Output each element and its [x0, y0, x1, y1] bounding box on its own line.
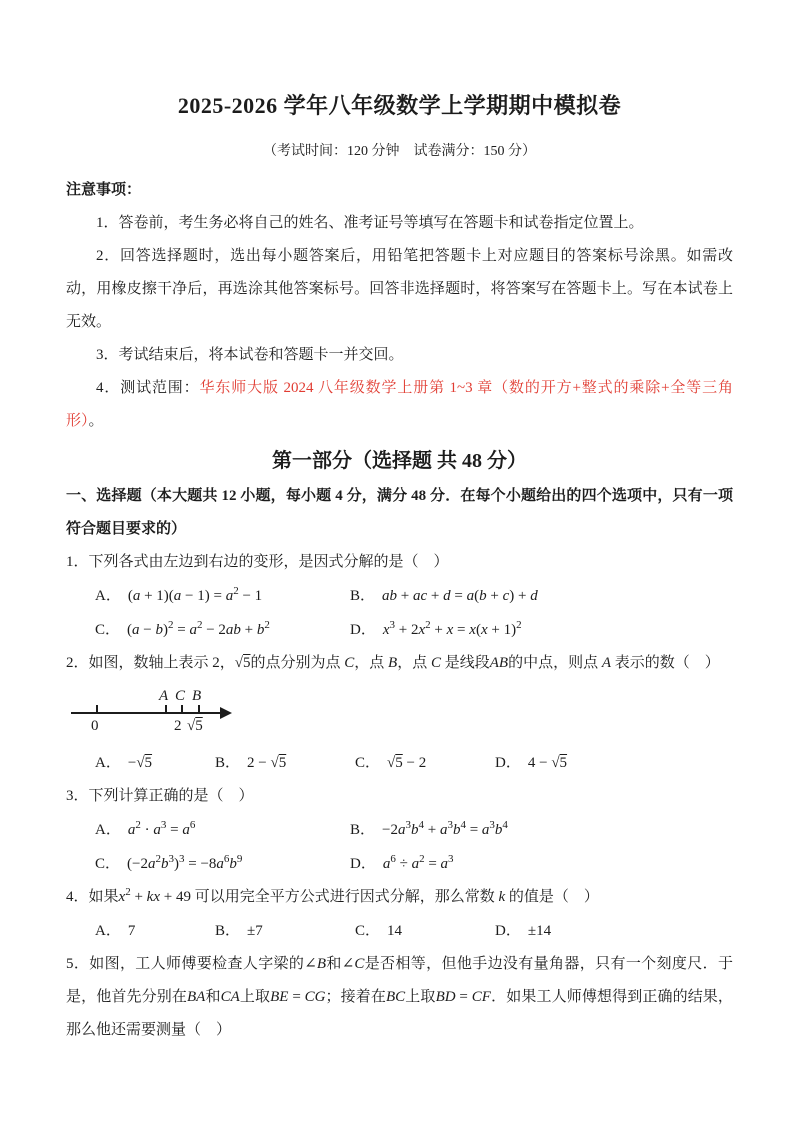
option-formula: 2 − √5 — [247, 755, 287, 771]
question-2 — [66, 647, 733, 780]
numberline-point-a-label: A — [159, 688, 169, 704]
exam-time-score-info: （考试时间：120 分钟 试卷满分：150 分） — [263, 144, 536, 159]
notice-item-4-prefix: 4．测试范围： — [96, 380, 200, 396]
question-2-options — [95, 746, 733, 780]
question-1-option-b — [350, 579, 733, 613]
multiple-choice-instructions: 一、选择题（本大题共 12 小题，每小题 4 分，满分 48 分．在每个小题给出的四个选项中，只有一项符合题目要求的） — [66, 488, 733, 537]
option-formula: $a^6 \div a^2 = a^3$ — [382, 853, 454, 872]
option-formula: $(-2a^2b^3)^3 = -8a^6b^9$ — [127, 853, 243, 872]
option-formula: $(a + 1)(a - 1) = a^2 - 1$ — [127, 585, 263, 604]
notice-item-4 — [66, 372, 733, 438]
numberline-tick-b — [198, 705, 200, 713]
question-5-stem: 5．如图，工人师傅要检查人字梁的∠B和∠C是否相等，但他手边没有量角器，只有一个刻度尺．于是，他首先分别在BA和CA上取BE = CG；接着在BC上取BD = CF．如果工人师傅想得到正确的结果，那么他还需要测量（ ） — [66, 956, 733, 1038]
option-formula: $x^3 + 2x^2 + x = x(x + 1)^2$ — [382, 619, 522, 638]
notice-item-3: 3．考试结束后，将本试卷和答题卡一并交回。 — [96, 347, 404, 363]
question-3-option-d — [350, 847, 733, 881]
question-3-stem: 3．下列计算正确的是（ ） — [66, 788, 254, 804]
option-formula: √5 − 2 — [387, 755, 427, 771]
option-formula: ±7 — [247, 923, 263, 939]
option-formula: 14 — [387, 923, 403, 939]
question-3-options — [95, 813, 733, 881]
question-4-option-a — [95, 914, 215, 948]
numberline-label-two: 2 — [174, 718, 182, 734]
question-1-options — [95, 579, 733, 647]
question-4-option-d — [495, 914, 733, 948]
option-formula: 4 − √5 — [527, 755, 568, 771]
question-4-option-b — [215, 914, 355, 948]
question-2-numberline-figure — [71, 684, 321, 740]
page-title: 2025-2026 学年八年级数学上学期期中模拟卷 — [177, 93, 622, 118]
option-label: C． — [95, 622, 121, 638]
option-label: A． — [95, 822, 121, 838]
question-5 — [66, 948, 733, 1047]
question-4-options — [95, 914, 733, 948]
option-label: B． — [215, 755, 241, 771]
numberline-tick-a — [165, 705, 167, 713]
option-label: B． — [350, 822, 376, 838]
numberline-label-zero: 0 — [91, 718, 99, 734]
option-formula: $a^2 \cdot a^3 = a^6$ — [127, 819, 196, 838]
question-1-option-c — [95, 613, 350, 647]
question-2-option-d — [495, 746, 733, 780]
question-2-option-a — [95, 746, 215, 780]
question-4 — [66, 881, 733, 948]
option-label: A． — [95, 755, 121, 771]
question-4-stem: 4．如果$x^2$ + kx + 49 可以用完全平方公式进行因式分解，那么常数 k 的值是（ ） — [66, 886, 599, 905]
notice-item-4-suffix: 。 — [88, 413, 104, 429]
notice-heading: 注意事项： — [66, 182, 142, 198]
question-1-stem: 1．下列各式由左边到右边的变形，是因式分解的是（ ） — [66, 554, 449, 570]
option-label: B． — [350, 588, 376, 604]
option-formula: −√5 — [127, 755, 153, 771]
numberline-label-sqrt5: √5 — [187, 718, 203, 734]
question-3-option-b — [350, 813, 733, 847]
option-label: B． — [215, 923, 241, 939]
option-formula: $(a - b)^2 = a^2 - 2ab + b^2$ — [127, 619, 270, 638]
section-one-heading: 第一部分（选择题 共 48 分） — [272, 450, 527, 472]
option-label: A． — [95, 588, 121, 604]
question-1 — [66, 546, 733, 647]
question-2-stem: 2．如图，数轴上表示 2，√5的点分别为点 C，点 B，点 C 是线段AB的中点，则点 A 表示的数（ ） — [66, 655, 720, 671]
option-label: C． — [355, 923, 381, 939]
question-2-option-b — [215, 746, 355, 780]
option-formula: $-2a^3b^4 + a^3b^4 = a^3b^4$ — [382, 819, 508, 838]
option-formula: ab + ac + d = a(b + c) + d — [382, 588, 538, 604]
option-label: D． — [495, 923, 521, 939]
option-label: D． — [350, 856, 376, 872]
numberline-point-c-label: C — [175, 688, 186, 704]
question-2-option-c — [355, 746, 495, 780]
numberline-tick-zero — [96, 705, 98, 713]
numberline-tick-c — [181, 705, 183, 713]
notice-item-4-scope-highlight: 华东师大版 2024 八年级数学上册第 1~3 章（数的开方+整式的乘除+全等三角形） — [66, 380, 733, 429]
numberline-arrowhead-icon — [220, 707, 232, 719]
option-formula: 7 — [127, 923, 136, 939]
option-label: D． — [350, 622, 376, 638]
option-label: D． — [495, 755, 521, 771]
question-3-option-c — [95, 847, 350, 881]
notice-item-1: 1．答卷前，考生务必将自己的姓名、准考证号等填写在答题卡和试卷指定位置上。 — [96, 215, 644, 231]
question-3-option-a — [95, 813, 350, 847]
question-4-option-c — [355, 914, 495, 948]
option-label: C． — [355, 755, 381, 771]
question-3 — [66, 780, 733, 881]
question-1-option-a — [95, 579, 350, 613]
notice-item-2: 2．回答选择题时，选出每小题答案后，用铅笔把答题卡上对应题目的答案标号涂黑。如需改动，用橡皮擦干净后，再选涂其他答案标号。回答非选择题时，将答案写在答题卡上。写在本试卷上无效。 — [66, 248, 733, 330]
option-label: C． — [95, 856, 121, 872]
option-formula: ±14 — [527, 923, 552, 939]
numberline-point-b-label: B — [192, 688, 202, 704]
option-label: A． — [95, 923, 121, 939]
question-1-option-d — [350, 613, 733, 647]
